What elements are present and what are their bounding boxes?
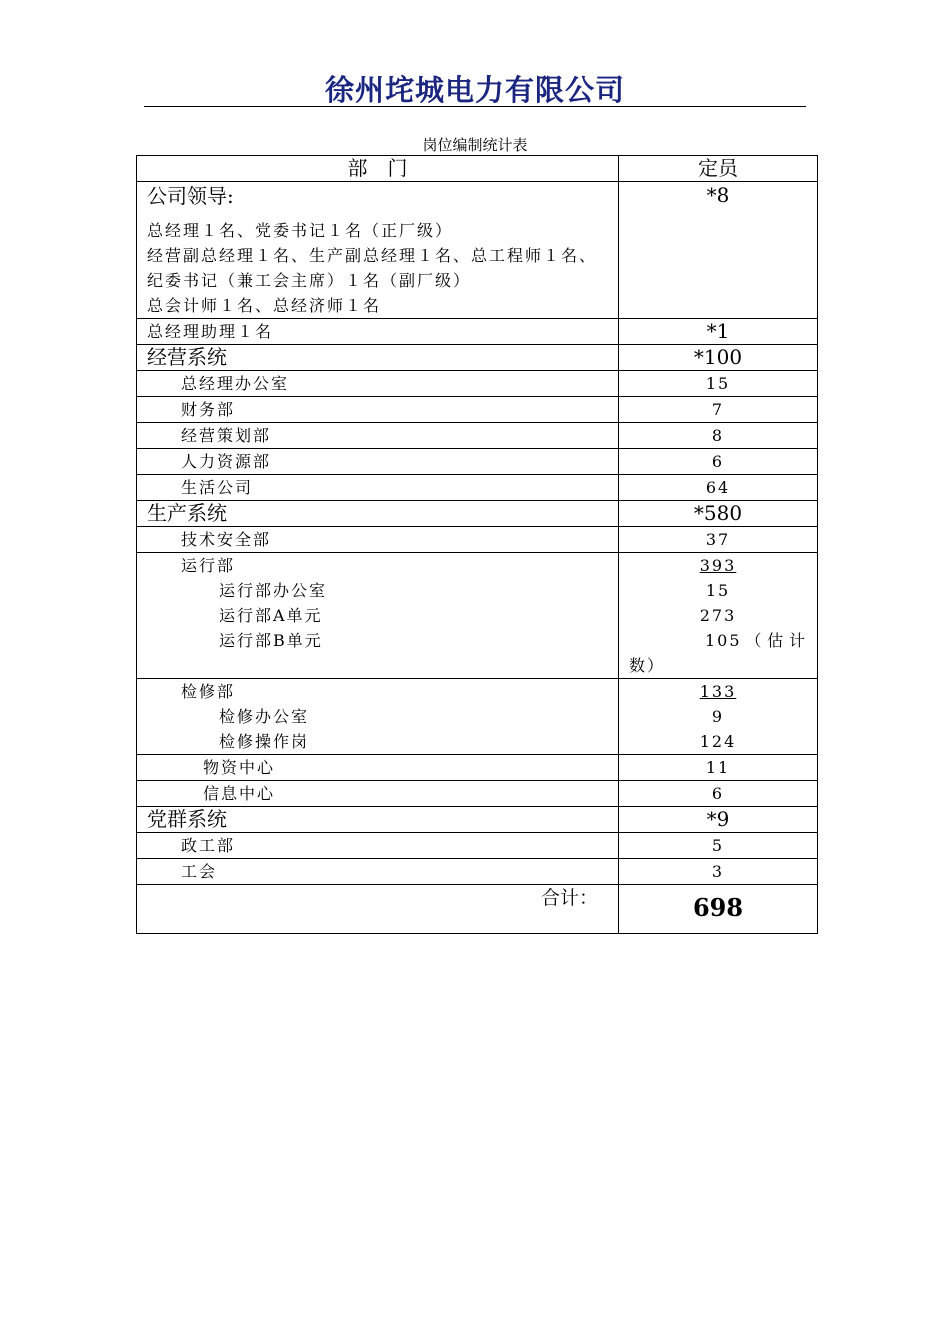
company-title: 徐州垞城电力有限公司: [324, 73, 625, 107]
staffing-table: [136, 155, 818, 934]
operations-value: 393: [699, 556, 737, 575]
dept-label: 物资中心: [137, 755, 619, 781]
estimate-tail: 数）: [629, 656, 666, 675]
leadership-value: *8: [619, 182, 818, 319]
leadership-row: [137, 182, 818, 319]
sub-dept-value: 273: [699, 606, 737, 625]
assistant-label: 总经理助理１名: [137, 319, 619, 345]
maintenance-values: [619, 679, 818, 755]
sub-dept-label: 检修操作岗: [219, 732, 310, 751]
table-subtitle: 岗位编制统计表: [422, 136, 528, 154]
leadership-title: 公司领导:: [147, 184, 234, 208]
sub-dept-value: 9: [711, 707, 725, 726]
business-system-value: *100: [619, 345, 818, 371]
assistant-row: [137, 319, 818, 345]
dept-value: 8: [619, 423, 818, 449]
maintenance-label: 检修部: [181, 682, 236, 701]
table-row: [137, 859, 818, 885]
leadership-cell: [137, 182, 619, 319]
party-system-label: 党群系统: [137, 807, 619, 833]
business-system-label: 经营系统: [137, 345, 619, 371]
estimate-word: 计: [788, 631, 807, 650]
dept-value: 15: [619, 371, 818, 397]
dept-value: 11: [619, 755, 818, 781]
operations-cell: [137, 553, 619, 679]
table-row: [137, 475, 818, 501]
sub-dept-label: 运行部A单元: [219, 606, 323, 625]
dept-label: 信息中心: [137, 781, 619, 807]
production-system-label: 生产系统: [137, 501, 619, 527]
dept-value: 37: [619, 527, 818, 553]
sub-dept-label: 运行部办公室: [219, 581, 328, 600]
maintenance-cell: [137, 679, 619, 755]
table-row: [137, 423, 818, 449]
sub-dept-label: 运行部B单元: [219, 631, 323, 650]
sub-dept-value: 15: [705, 581, 731, 600]
table-row: [137, 833, 818, 859]
dept-column-header: 部 门: [137, 156, 619, 182]
operations-row: [137, 553, 818, 679]
maintenance-value: 133: [699, 682, 737, 701]
total-row: [137, 885, 818, 934]
leadership-line: 总会计师１名、总经济师１名: [147, 296, 382, 315]
table-row: [137, 527, 818, 553]
leadership-line: 总经理１名、党委书记１名（正厂级）: [147, 221, 454, 240]
dept-value: 6: [619, 449, 818, 475]
maintenance-row: [137, 679, 818, 755]
dept-value: 5: [619, 833, 818, 859]
total-label: 合计：: [137, 885, 619, 934]
operations-label: 运行部: [181, 556, 236, 575]
party-system-value: *9: [619, 807, 818, 833]
production-system-value: *580: [619, 501, 818, 527]
table-header-row: [137, 156, 818, 182]
estimate-note: [619, 628, 817, 678]
dept-label: 工会: [137, 859, 619, 885]
dept-value: 64: [619, 475, 818, 501]
dept-label: 人力资源部: [137, 449, 619, 475]
business-system-row: [137, 345, 818, 371]
table-row: [137, 755, 818, 781]
estimate-word: 估: [767, 631, 786, 650]
table-row: [137, 397, 818, 423]
table-row: [137, 781, 818, 807]
table-row: [137, 449, 818, 475]
production-system-row: [137, 501, 818, 527]
sub-dept-value: 124: [699, 732, 737, 751]
staff-column-header: 定员: [619, 156, 818, 182]
dept-label: 经营策划部: [137, 423, 619, 449]
dept-value: 6: [619, 781, 818, 807]
dept-value: 3: [619, 859, 818, 885]
dept-label: 政工部: [137, 833, 619, 859]
assistant-value: *1: [619, 319, 818, 345]
dept-value: 7: [619, 397, 818, 423]
sub-dept-value: 105: [705, 631, 742, 650]
operations-values: [619, 553, 818, 679]
dept-label: 生活公司: [137, 475, 619, 501]
total-value: 698: [619, 885, 818, 934]
dept-label: 总经理办公室: [137, 371, 619, 397]
sub-dept-label: 检修办公室: [219, 707, 310, 726]
estimate-open: （: [745, 631, 764, 650]
dept-label: 财务部: [137, 397, 619, 423]
leadership-line: 经营副总经理１名、生产副总经理１名、总工程师１名、: [147, 246, 598, 265]
dept-label: 技术安全部: [137, 527, 619, 553]
party-system-row: [137, 807, 818, 833]
leadership-line: 纪委书记（兼工会主席）１名（副厂级）: [147, 271, 472, 290]
table-row: [137, 371, 818, 397]
title-divider: [144, 106, 806, 107]
